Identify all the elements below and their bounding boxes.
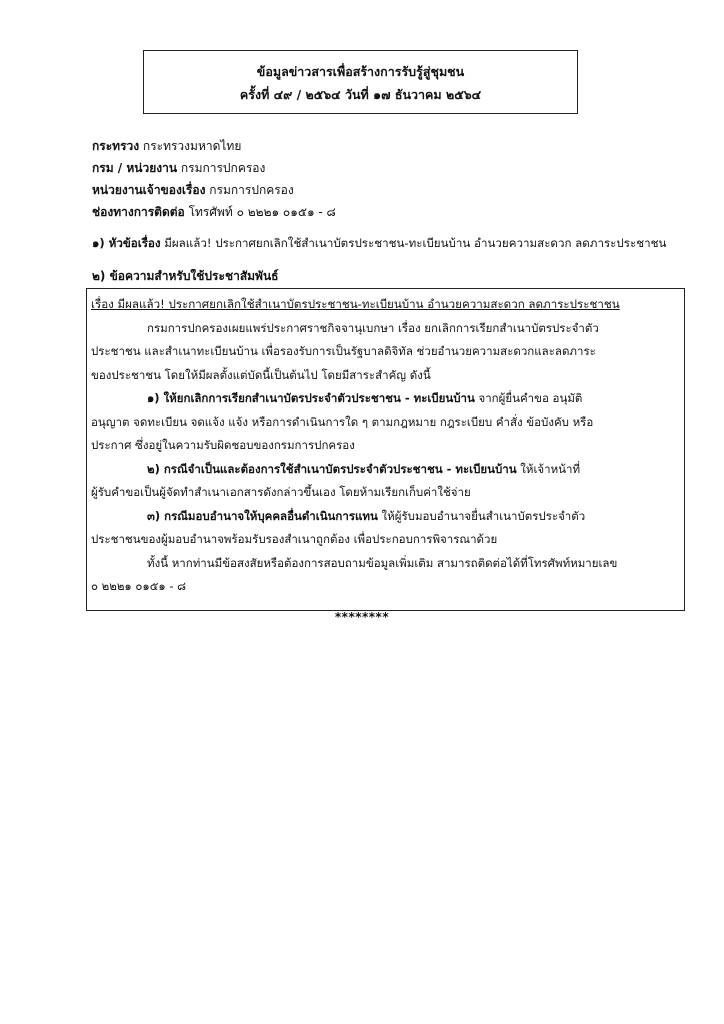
- ministry-row: [92, 135, 692, 157]
- document-title: ข้อมูลข่าวสารเพื่อสร้างการรับรู้สู่ชุมชน: [256, 64, 465, 79]
- item3-line-2: ประชาชนของผู้มอบอำนาจพร้อมรับรองสำเนาถูกต้อง เพื่อประกอบการพิจารณาด้วย: [91, 532, 498, 546]
- item2-line-2: ผู้รับคำขอเป็นผู้จัดทำสำเนาเอกสารดังกล่าวขึ้นเอง โดยห้ามเรียกเก็บค่าใช้จ่าย: [91, 485, 471, 499]
- header-box: [143, 50, 578, 114]
- end-marker: ********: [334, 610, 390, 624]
- topic-label: ๑) หัวข้อเรื่อง: [92, 236, 161, 250]
- item3-text: ให้ผู้รับมอบอำนาจยื่นสำเนาบัตรประจำตัว: [377, 508, 586, 523]
- subject-line: เรื่อง มีผลแล้ว! ประกาศยกเลิกใช้สำเนาบัตรประชาชน-ทะเบียนบ้าน อำนวยความสะดวก ลดภาระประชาชน: [91, 297, 620, 311]
- closing-line-2: ๐ ๒๒๒๑ ๐๑๕๑ - ๘: [91, 579, 187, 593]
- department-row: [92, 157, 692, 179]
- item1-text: จากผู้ยื่นคำขอ อนุมัติ: [474, 391, 583, 405]
- item1-line-1: [91, 387, 672, 411]
- item3-heading: ๓) กรณีมอบอำนาจให้บุคคลอื่นดำเนินการแทน: [147, 508, 378, 523]
- owner-value: กรมการปกครอง: [205, 183, 294, 197]
- press-release-box: [86, 288, 685, 611]
- item1-heading: ๑) ให้ยกเลิกการเรียกสำเนาบัตรประจำตัวประชาชน - ทะเบียนบ้าน: [147, 391, 475, 405]
- item3-line-1: [91, 505, 672, 529]
- ministry-value: กระทรวงมหาดไทย: [139, 139, 242, 153]
- contact-label: ช่องทางการติดต่อ: [92, 205, 185, 219]
- issue-line: ครั้งที่ ๔๙ / ๒๕๖๔ วันที่ ๑๗ ธันวาคม ๒๕๖๔: [239, 87, 482, 102]
- info-block: [92, 135, 692, 223]
- intro-line-3: ของประชาชน โดยให้มีผลตั้งแต่บัดนี้เป็นต้นไป โดยมีสาระสำคัญ ดังนี้: [91, 367, 431, 382]
- department-label: กรม / หน่วยงาน: [92, 161, 178, 175]
- topic-row: [92, 232, 712, 254]
- item2-heading: ๒) กรณีจำเป็นและต้องการใช้สำเนาบัตรประจำตัวประชาชน - ทะเบียนบ้าน: [147, 461, 517, 476]
- department-value: กรมการปกครอง: [177, 161, 266, 175]
- owner-label: หน่วยงานเจ้าของเรื่อง: [92, 183, 206, 197]
- section2-heading: ๒) ข้อความสำหรับใช้ประชาสัมพันธ์: [92, 269, 279, 283]
- intro-line-1: กรมการปกครองเผยแพร่ประกาศราชกิจจานุเบกษา เรื่อง ยกเลิกการเรียกสำเนาบัตรประจำตัว: [147, 320, 599, 335]
- intro-line-2: ประชาชน และสำเนาทะเบียนบ้าน เพื่อรองรับการเป็นรัฐบาลดิจิทัล ช่วยอำนวยความสะดวกและลดภาระ: [91, 344, 596, 358]
- ministry-label: กระทรวง: [92, 139, 140, 153]
- topic-value: มีผลแล้ว! ประกาศยกเลิกใช้สำเนาบัตรประชาชน-ทะเบียนบ้าน อำนวยความสะดวก ลดภาระประชาชน: [160, 236, 667, 250]
- closing-line-1: ทั้งนี้ หากท่านมีข้อสงสัยหรือต้องการสอบถามข้อมูลเพิ่มเติม สามารถติดต่อได้ที่โทรศัพท์หมายเลข: [147, 555, 618, 570]
- contact-value: โทรศัพท์ ๐ ๒๒๒๑ ๐๑๕๑ - ๘: [184, 205, 336, 219]
- item2-line-1: [91, 458, 672, 482]
- owner-row: [92, 179, 692, 201]
- item2-text: ให้เจ้าหน้าที่: [516, 461, 581, 476]
- item1-line-3: ประกาศ ซึ่งอยู่ในความรับผิดชอบของกรมการปกครอง: [91, 438, 355, 452]
- item1-line-2: อนุญาต จดทะเบียน จดแจ้ง แจ้ง หรือการดำเนินการใด ๆ ตามกฎหมาย กฎระเบียบ คำสั่ง ข้อบังคับ หรือ: [91, 414, 594, 429]
- contact-row: [92, 201, 692, 223]
